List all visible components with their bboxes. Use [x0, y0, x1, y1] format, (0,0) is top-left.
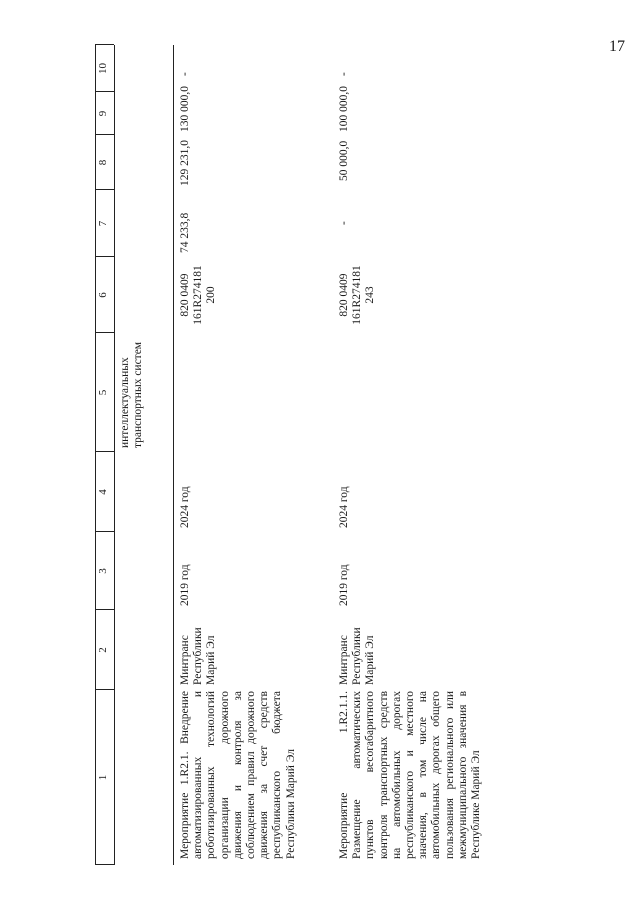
row2-col7-value: -: [338, 221, 350, 225]
row1-activity-name: Мероприятие 1.R2.1. Внедрение автоматизированных и роботизированных технологий организации дорожного движения и контроля за соблюдением правил дорожного движения за счет средств республиканского бюджета Республики Марий Эл: [179, 691, 297, 859]
column-number-7: 7: [97, 220, 109, 227]
page-number: 17: [609, 38, 625, 55]
column-number-10: 10: [97, 63, 109, 74]
row1-col10-value: -: [179, 72, 191, 76]
row2-executor: Минтранс Республики Марий Эл: [338, 627, 377, 685]
row1-kbk-line: 820 0409: [179, 273, 191, 317]
row2-col10-value: -: [338, 72, 350, 76]
row1-col8-value: 129 231,0: [179, 140, 191, 186]
row2-kbk-line: 820 0409: [338, 273, 350, 317]
row2-budget-code: [338, 257, 378, 333]
section-separator: [173, 45, 174, 865]
row2-start-year: 2019 год: [338, 564, 350, 606]
column-number-4: 4: [97, 489, 109, 495]
row2-col9-value: 100 000,0: [338, 86, 350, 132]
row1-col7-value: 74 233,8: [179, 212, 191, 253]
row2-activity-name: Мероприятие 1.R2.1.1. Размещение автоматических пунктов весогабаритного контроля транспортных средств на автомобильных дорогах республиканского и местного значения, в том числе на автомобильных дорогах общего пользования регионального или межмуниципального значения в Республике Марий Эл: [338, 691, 483, 859]
rotated-table: [95, 45, 535, 865]
row1-budget-code: [179, 257, 219, 333]
column-number-3: 3: [97, 568, 109, 574]
column-number-9: 9: [97, 110, 109, 117]
row2-kbk-line: 243: [364, 286, 377, 304]
header-bottom-border: [114, 45, 115, 865]
column-number-8: 8: [97, 159, 109, 166]
budget-table: [95, 45, 535, 865]
row1-kbk-line: 161R274181: [192, 265, 205, 325]
row1-executor: Минтранс Республики Марий Эл: [179, 627, 218, 685]
column-number-5: 5: [97, 389, 109, 396]
column-number-1: 1: [97, 774, 109, 781]
row1-end-year: 2024 год: [179, 486, 191, 528]
continuation-text: интеллектуальных транспортных систем: [119, 341, 145, 448]
row1-start-year: 2019 год: [179, 564, 191, 606]
row2-end-year: 2024 год: [338, 486, 350, 528]
table-top-border: [95, 45, 96, 865]
row2-col8-value: 50 000,0: [338, 140, 350, 181]
row1-col9-value: 130 000,0: [179, 86, 191, 132]
row2-kbk-line: 161R274181: [351, 265, 364, 325]
column-number-2: 2: [97, 647, 109, 653]
column-number-6: 6: [97, 292, 109, 298]
row1-kbk-line: 200: [205, 286, 218, 304]
